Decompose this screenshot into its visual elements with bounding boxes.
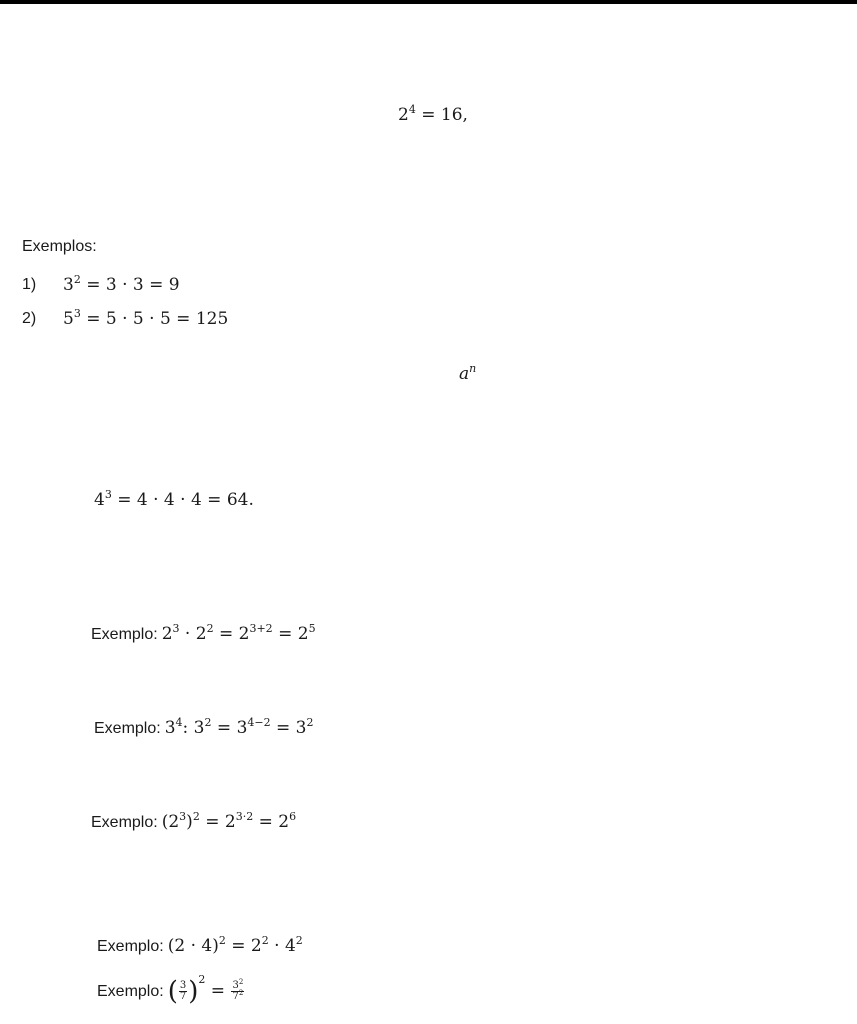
equation-two-to-four: $2^4 = 16$,: [398, 103, 468, 125]
pw-outer-exp: 2: [192, 810, 200, 823]
qr-b4: 3: [295, 718, 307, 738]
fraction-result: [231, 978, 244, 1002]
qr-e4: 2: [306, 716, 314, 729]
a-to-the-n: [459, 364, 476, 384]
example-power-of-power-rule: [91, 812, 296, 832]
pw-e3: 6: [289, 810, 297, 823]
example-1-equation: $3^2 = 3 \cdot 3 = 9$: [63, 273, 180, 295]
pr-e4: 5: [308, 622, 316, 635]
pw-inner-base: 2: [168, 812, 180, 832]
qr-e1: 4: [175, 716, 183, 729]
example-product-power-label: Exemplo:: [97, 938, 164, 955]
qr-e2: 2: [204, 716, 212, 729]
example-1-number: 1): [22, 276, 37, 293]
pp-inner: 2 · 4: [174, 936, 213, 956]
rnum-base: 3: [232, 980, 239, 991]
top-border: [0, 0, 857, 4]
qr-b3: 3: [236, 718, 248, 738]
pr-b3: 2: [238, 624, 250, 644]
example-product-rule: [91, 624, 316, 644]
n-exp: n: [469, 362, 477, 375]
left-paren: (: [167, 976, 178, 1007]
pr-e1: 3: [172, 622, 180, 635]
pp-b2: 4: [284, 936, 296, 956]
pp-e1: 2: [261, 934, 269, 947]
example-1-exp: 2: [73, 273, 81, 286]
pr-b2: 2: [195, 624, 207, 644]
qr-b1: 3: [164, 718, 176, 738]
example-1-base: 3: [63, 275, 74, 295]
example-2-rhs: 5 · 5 · 5 = 125: [105, 309, 229, 329]
frac-result-den: [231, 989, 244, 1002]
eq-top-base: 2: [398, 105, 409, 125]
example-fraction-math: ( $\frac{3}{7}$ )$^2$ = $\frac{3^2}{7^2}$: [167, 973, 244, 1007]
example-product-power-math: $(2 \cdot 4)^2 = 2^2 \cdot 4^2$: [167, 934, 303, 956]
example-product-math: $2^3 \cdot 2^2 = 2^{3+2} = 2^5$: [161, 622, 316, 644]
example-fraction-power-rule: [97, 973, 245, 1007]
example-product-label: Exemplo:: [91, 626, 158, 643]
frac-outer-exp: 2: [198, 973, 206, 986]
qr-e3: 4−2: [247, 716, 271, 729]
eq-top-result: 16,: [440, 105, 468, 125]
a-base: a: [459, 364, 470, 384]
example-power-label: Exemplo:: [91, 814, 158, 831]
pr-b4: 2: [297, 624, 309, 644]
eq-top-exp: 4: [408, 103, 416, 116]
example-2-number: 2): [22, 310, 37, 327]
pr-e2: 2: [206, 622, 214, 635]
example-quotient-label: Exemplo:: [94, 720, 161, 737]
pw-b3: 2: [278, 812, 290, 832]
right-paren: ): [188, 976, 199, 1007]
rden-exp: 2: [238, 989, 244, 997]
example-quotient-math: $3^4$: $3^2 = 3^{4-2} = 3^2$: [164, 716, 314, 738]
example-2-base: 5: [63, 309, 74, 329]
pw-b2: 2: [224, 812, 236, 832]
pw-e2: 3·2: [235, 810, 254, 823]
frac-num: 3: [179, 980, 187, 991]
pw-inner-exp: 3: [179, 810, 187, 823]
example-2-equation: $5^3 = 5 \cdot 5 \cdot 5 = 125$: [63, 307, 229, 329]
pp-outer-exp: 2: [218, 934, 226, 947]
frac-den: 7: [179, 991, 187, 1002]
example-product-power-rule: [97, 936, 303, 956]
eq-four-rhs: 4 · 4 · 4 = 64.: [136, 490, 254, 510]
eq-four-base: 4: [94, 490, 105, 510]
rden-base: 7: [232, 991, 239, 1002]
pr-e3: 3+2: [249, 622, 273, 635]
example-1-rhs: 3 · 3 = 9: [105, 275, 180, 295]
example-power-math: $(2^3)^2 = 2^{3\cdot 2} = 2^6$: [161, 810, 297, 832]
pp-e2: 2: [295, 934, 303, 947]
example-quotient-rule: [94, 718, 314, 738]
eq-four-exp: 3: [104, 488, 112, 501]
examples-heading: Exemplos:: [22, 238, 97, 255]
qr-b2: 3: [193, 718, 205, 738]
example-2-exp: 3: [73, 307, 81, 320]
equation-four-cubed: $4^3 = 4 \cdot 4 \cdot 4 = 64$.: [94, 488, 254, 510]
fraction-three-sevenths: [179, 981, 187, 1002]
pr-b1: 2: [161, 624, 173, 644]
example-fraction-label: Exemplo:: [97, 983, 164, 1000]
rnum-exp: 2: [238, 978, 244, 986]
pp-b1: 2: [250, 936, 262, 956]
